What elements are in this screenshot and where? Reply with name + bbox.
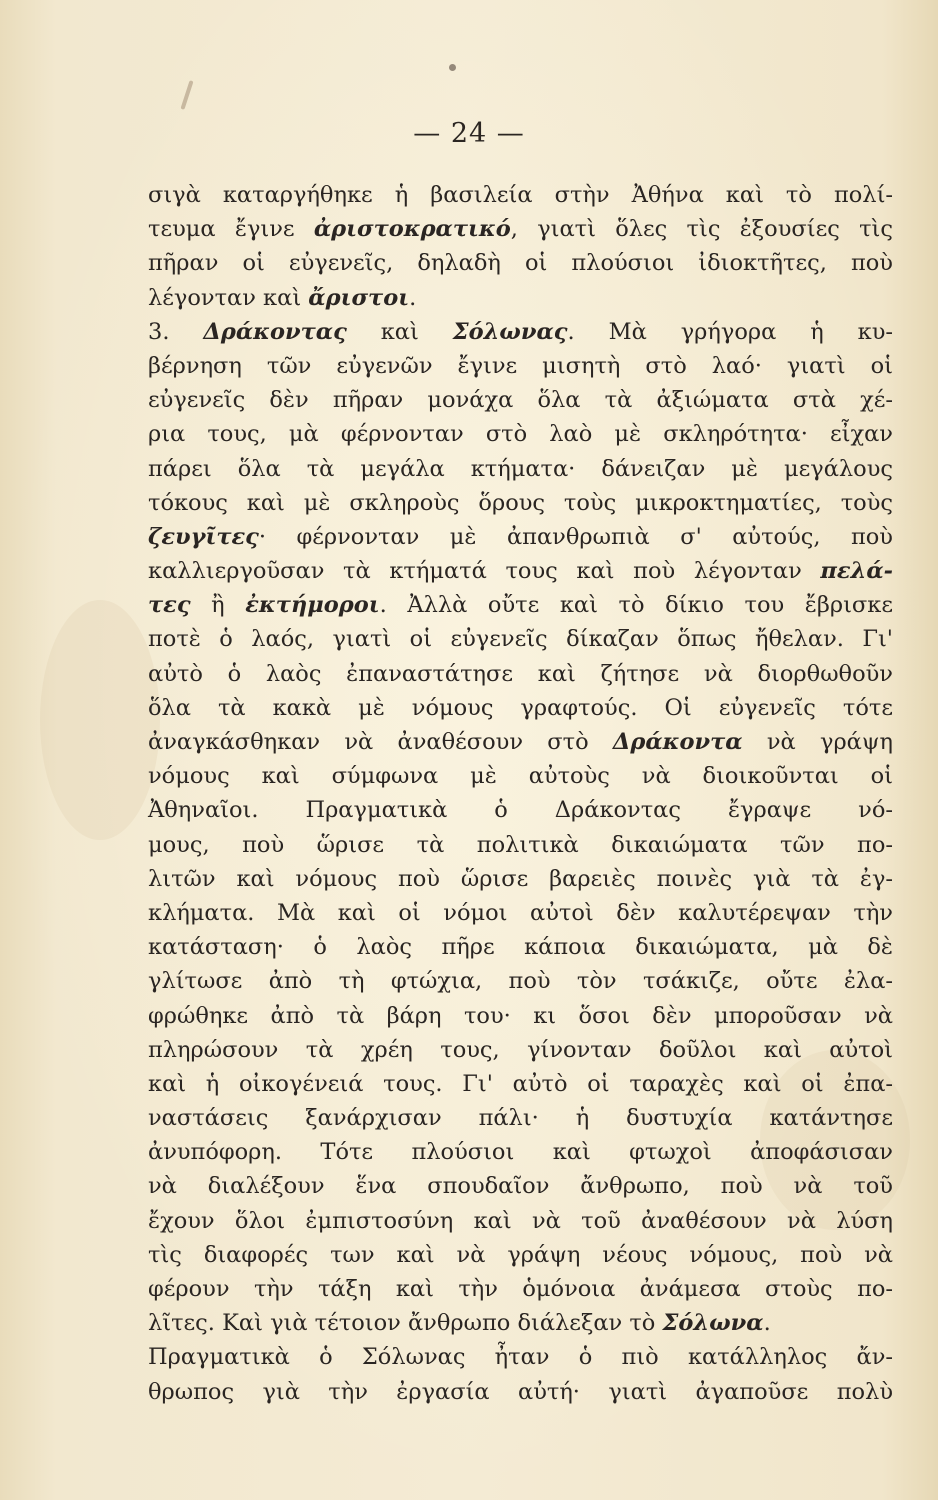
text-line [148, 999, 893, 1033]
page-number: — 24 — [413, 118, 525, 149]
text-line [148, 520, 893, 554]
text-run: ἀναγκάσθηκαν νὰ ἀναθέσουν στὸ [148, 729, 613, 755]
text-run: πῆραν οἱ εὐγενεῖς, δηλαδὴ οἱ πλούσιοι ἰδιοκτῆτες, ποὺ [148, 250, 893, 277]
text-run: Πραγματικὰ ὁ Σόλωνας ἦταν ὁ πιὸ κατάλληλος ἄν- [148, 1344, 893, 1371]
text-line [148, 1340, 893, 1374]
text-run: Ἀθηναῖοι. Πραγματικὰ ὁ Δράκοντας ἔγραψε νό- [148, 797, 893, 824]
text-line [148, 554, 893, 588]
text-run: φέρουν τὴν τάξη καὶ τὴν ὁμόνοια ἀνάμεσα στοὺς πο- [148, 1276, 893, 1302]
paper-stain [180, 80, 193, 110]
text-run: φρώθηκε ἀπὸ τὰ βάρη του· κι ὅσοι δὲν μποροῦσαν νὰ [148, 1002, 893, 1029]
emphasized-term: ἀριστοκρατικό [313, 216, 511, 243]
text-run: λιτῶν καὶ νόμους ποὺ ὥρισε βαρειὲς ποινὲς γιὰ τὰ ἐγ- [148, 865, 893, 892]
text-run: . [763, 1310, 771, 1337]
text-line [148, 828, 893, 862]
emphasized-term: πελά- [820, 558, 893, 585]
text-run: νόμους καὶ σύμφωνα μὲ αὐτοὺς νὰ διοικοῦνται οἱ [148, 763, 893, 790]
text-run: · φέρνονταν μὲ ἀπανθρωπιὰ σ' αὐτούς, ποὺ [258, 523, 893, 550]
text-run: ἢ [190, 592, 246, 619]
emphasized-term: ἄριστοι [308, 284, 410, 311]
text-line [148, 1135, 893, 1169]
text-run: λέγονταν καὶ [148, 284, 309, 311]
emphasized-term: Σόλωνας [452, 318, 568, 345]
text-run: πάρει ὅλα τὰ μεγάλα κτήματα· δάνειζαν μὲ μεγάλους [148, 455, 893, 482]
text-run: μους, ποὺ ὥρισε τὰ πολιτικὰ δικαιώματα τῶν πο- [148, 831, 893, 858]
text-line [148, 930, 893, 964]
text-line [148, 896, 893, 930]
text-line [148, 246, 893, 280]
text-line [148, 281, 893, 315]
paper-stain [40, 600, 160, 840]
emphasized-term: Δράκοντα [612, 729, 743, 755]
text-run: εὐγενεῖς δὲν πῆραν μονάχα ὅλα τὰ ἀξιώματα στὰ χέ- [148, 387, 893, 414]
text-line [148, 1375, 893, 1409]
text-line [148, 691, 893, 725]
text-run: ἀνυπόφορη. Τότε πλούσιοι καὶ φτωχοὶ ἀποφάσισαν [148, 1139, 893, 1166]
text-run: κλήματα. Μὰ καὶ οἱ νόμοι αὐτοὶ δὲν καλυτέρεψαν τὴν [148, 899, 893, 926]
text-run: 3. [148, 318, 204, 345]
emphasized-term: ζευγῖτες [148, 523, 259, 550]
text-run: ἔχουν ὅλοι ἐμπιστοσύνη καὶ νὰ τοῦ ἀναθέσουν νὰ λύση [148, 1207, 893, 1234]
text-run: τὶς διαφορές των καὶ νὰ γράψη νέους νόμους, ποὺ νὰ [148, 1241, 893, 1268]
text-run: νὰ γράψη [742, 729, 893, 755]
text-line [148, 725, 893, 759]
text-run: πληρώσουν τὰ χρέη τους, γίνονταν δοῦλοι καὶ αὐτοὶ [148, 1036, 893, 1063]
text-line [148, 1067, 893, 1101]
text-line [148, 417, 893, 451]
emphasized-term: Δράκοντας [203, 318, 347, 345]
text-line [148, 622, 893, 656]
text-line [148, 793, 893, 827]
text-run: θρωπος γιὰ τὴν ἐργασία αὐτή· γιατὶ ἀγαποῦσε πολὺ [148, 1378, 893, 1405]
text-run: αὐτὸ ὁ λαὸς ἐπαναστάτησε καὶ ζήτησε νὰ διορθωθοῦν [148, 660, 893, 687]
emphasized-term: τες [148, 592, 191, 619]
text-line [148, 1204, 893, 1238]
text-line [148, 1101, 893, 1135]
text-run: σιγὰ καταργήθηκε ἡ βασιλεία στὴν Ἀθήνα καὶ τὸ πολί- [148, 182, 893, 208]
text-run: βέρνηση τῶν εὐγενῶν ἔγινε μισητὴ στὸ λαό· γιατὶ οἱ [148, 352, 893, 379]
emphasized-term: Σόλωνα [662, 1310, 764, 1337]
text-run: . Μὰ γρήγορα ἡ κυ- [567, 318, 893, 345]
text-run: γλίτωσε ἀπὸ τὴ φτώχια, ποὺ τὸν τσάκιζε, οὔτε ἐλα- [148, 968, 893, 995]
emphasized-term: ἐκτήμοροι [245, 592, 380, 619]
text-run: ναστάσεις ξανάρχισαν πάλι· ἡ δυστυχία κατάντησε [148, 1105, 893, 1132]
text-run: λῖτες. Καὶ γιὰ τέτοιον ἄνθρωπο διάλεξαν τὸ [148, 1310, 663, 1337]
text-line [148, 1306, 893, 1340]
text-line [148, 1238, 893, 1272]
text-run: καλλιεργοῦσαν τὰ κτήματά τους καὶ ποὺ λέγονταν [148, 558, 821, 585]
text-line [148, 178, 893, 212]
text-line [148, 315, 893, 349]
ink-speck [449, 64, 456, 71]
text-run: . [409, 284, 417, 311]
text-line [148, 383, 893, 417]
text-run: κατάσταση· ὁ λαὸς πῆρε κάποια δικαιώματα, μὰ δὲ [148, 934, 893, 961]
text-run: , γιατὶ ὅλες τὶς ἐξουσίες τὶς [510, 216, 893, 243]
text-line [148, 964, 893, 998]
text-line [148, 349, 893, 383]
text-run: νὰ διαλέξουν ἕνα σπουδαῖον ἄνθρωπο, ποὺ νὰ τοῦ [148, 1173, 893, 1200]
text-run: τόκους καὶ μὲ σκληροὺς ὅρους τοὺς μικροκτηματίες, τοὺς [148, 489, 893, 516]
text-line [148, 588, 893, 622]
text-line [148, 1272, 893, 1306]
text-run: καὶ [346, 318, 453, 345]
text-line [148, 657, 893, 691]
text-line [148, 1033, 893, 1067]
text-run: ρια τους, μὰ φέρνονταν στὸ λαὸ μὲ σκληρότητα· εἶχαν [148, 421, 893, 448]
text-line [148, 862, 893, 896]
text-run: τευμα ἔγινε [148, 216, 314, 243]
text-line [148, 486, 893, 520]
text-run: ποτὲ ὁ λαός, γιατὶ οἱ εὐγενεῖς δίκαζαν ὅπως ἤθελαν. Γι' [148, 626, 893, 653]
text-line [148, 452, 893, 486]
text-run: καὶ ἡ οἰκογένειά τους. Γι' αὐτὸ οἱ ταραχὲς καὶ οἱ ἐπα- [148, 1070, 893, 1097]
text-line [148, 759, 893, 793]
text-line [148, 212, 893, 246]
text-run: ὅλα τὰ κακὰ μὲ νόμους γραφτούς. Οἱ εὐγενεῖς τότε [148, 694, 893, 721]
text-run: . Ἀλλὰ οὔτε καὶ τὸ δίκιο του ἔβρισκε [379, 592, 893, 619]
text-line [148, 1169, 893, 1203]
body-text [148, 178, 893, 1409]
